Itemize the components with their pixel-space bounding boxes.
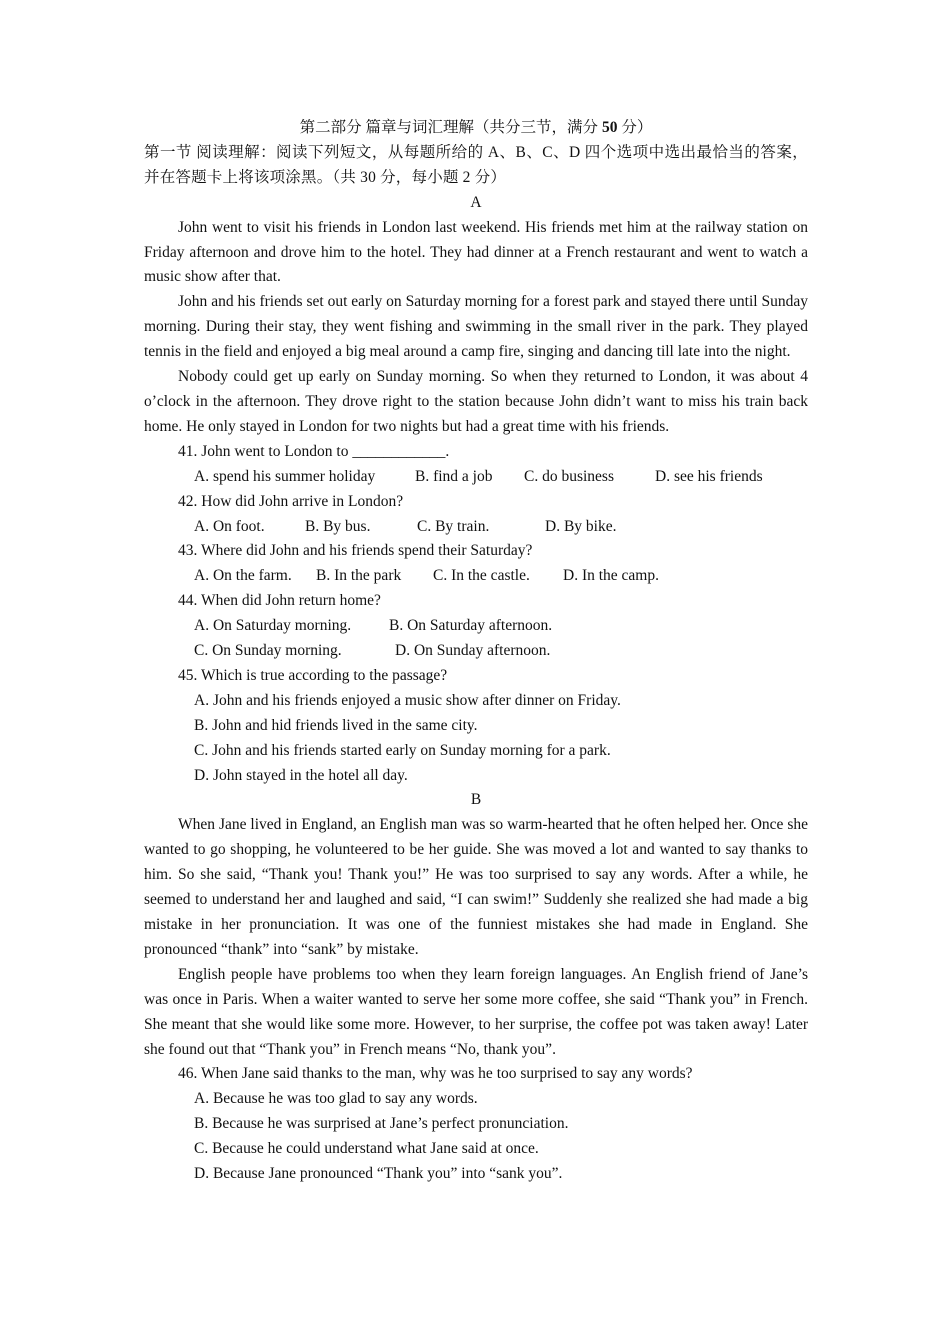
question-43-options bbox=[144, 564, 808, 589]
question-43: 43. Where did John and his friends spend their Saturday? bbox=[178, 542, 533, 560]
passage-label-a: A bbox=[470, 193, 482, 211]
option[interactable]: D. In the camp. bbox=[563, 567, 659, 585]
question-41: 41. John went to London to ____________. bbox=[178, 442, 450, 460]
option[interactable]: B. On Saturday afternoon. bbox=[389, 617, 553, 635]
question-44: 44. When did John return home? bbox=[178, 592, 381, 610]
exam-page bbox=[144, 116, 808, 1187]
question-41-options bbox=[144, 465, 808, 490]
section-intro: 第一节 阅读理解：阅读下列短文，从每题所给的 A、B、C、D 四个选项中选出最恰当的答案，并在答题卡上将该项涂黑。（共 30 分，每小题 2 分） bbox=[144, 143, 808, 186]
passage-b-paragraph: English people have problems too when they learn foreign languages. An English friend of Jane’s was once in Paris. When a waiter wanted to serve her some more coffee, she said “Thank you” in French. She meant that she would like some more. However, to her surprise, the coffee pot was taken away! Later she found out that “Thank you” in French means “No, thank you”. bbox=[144, 965, 808, 1058]
passage-a-paragraph: John went to visit his friends in London last weekend. His friends met him at the railway station on Friday afternoon and drove him to the hotel. They had dinner at a French restaurant and went to watch a music show after that. bbox=[144, 218, 808, 286]
option[interactable]: A. On foot. bbox=[194, 517, 265, 535]
option[interactable]: B. In the park bbox=[316, 567, 402, 585]
option[interactable]: A. On the farm. bbox=[194, 567, 292, 585]
option[interactable]: B. find a job bbox=[415, 467, 493, 485]
question-44-options bbox=[144, 614, 808, 639]
option[interactable]: B. By bus. bbox=[305, 517, 371, 535]
question-42: 42. How did John arrive in London? bbox=[178, 492, 404, 510]
option[interactable]: A. Because he was too glad to say any words. bbox=[194, 1090, 478, 1108]
option[interactable]: C. In the castle. bbox=[433, 567, 530, 585]
passage-a-paragraph: Nobody could get up early on Sunday morning. So when they returned to London, it was about 4 o’clock in the afternoon. They drove right to the station because John didn’t want to miss his train back home. He only stayed in London for two nights but had a great time with his friends. bbox=[144, 368, 808, 435]
option[interactable]: B. Because he was surprised at Jane’s perfect pronunciation. bbox=[194, 1115, 569, 1133]
passage-a-paragraph: John and his friends set out early on Saturday morning for a forest park and stayed there until Sunday morning. During their stay, they went fishing and swimming in the small river in the park. They played tennis in the field and enjoyed a big meal around a camp fire, singing and dancing till late into the night. bbox=[144, 293, 808, 361]
question-46: 46. When Jane said thanks to the man, why was he too surprised to say any words? bbox=[178, 1065, 693, 1083]
option[interactable]: D. By bike. bbox=[545, 517, 617, 535]
option[interactable]: C. On Sunday morning. bbox=[194, 642, 342, 660]
option[interactable]: D. see his friends bbox=[655, 467, 763, 485]
question-44-options bbox=[144, 639, 808, 664]
passage-label-b: B bbox=[470, 791, 482, 809]
option[interactable]: A. John and his friends enjoyed a music show after dinner on Friday. bbox=[194, 691, 621, 709]
option[interactable]: A. On Saturday morning. bbox=[194, 617, 352, 635]
option[interactable]: D. Because Jane pronounced “Thank you” into “sank you”. bbox=[194, 1165, 563, 1183]
option[interactable]: A. spend his summer holiday bbox=[194, 467, 376, 485]
option[interactable]: D. John stayed in the hotel all day. bbox=[194, 766, 408, 784]
option[interactable]: C. By train. bbox=[417, 517, 490, 535]
option[interactable]: D. On Sunday afternoon. bbox=[395, 642, 551, 660]
option[interactable]: C. Because he could understand what Jane said at once. bbox=[194, 1140, 539, 1158]
question-42-options bbox=[144, 515, 808, 540]
part-title: 第二部分 篇章与词汇理解（共分三节，满分 50 分） bbox=[299, 119, 653, 136]
option[interactable]: C. John and his friends started early on Sunday morning for a park. bbox=[194, 741, 611, 759]
option[interactable]: B. John and hid friends lived in the same city. bbox=[194, 716, 478, 734]
option[interactable]: C. do business bbox=[524, 467, 614, 485]
part-title-score: 50 bbox=[601, 119, 618, 136]
question-45: 45. Which is true according to the passage? bbox=[178, 666, 448, 684]
passage-b-paragraph: When Jane lived in England, an English man was so warm-hearted that he often helped her. Once she wanted to go shopping, he volunteered to be her guide. She was moved a lot and wanted to say thanks to him. So she said, “Thank you! Thank you!” He was too surprised to say any words. After a while, he seemed to understand her and laughed and said, “I can swim!” Suddenly she realized she had made a big mistake in her pronunciation. It was one of the funniest mistakes she had made in England. She pronounced “thank” into “sank” by mistake. bbox=[144, 816, 808, 958]
